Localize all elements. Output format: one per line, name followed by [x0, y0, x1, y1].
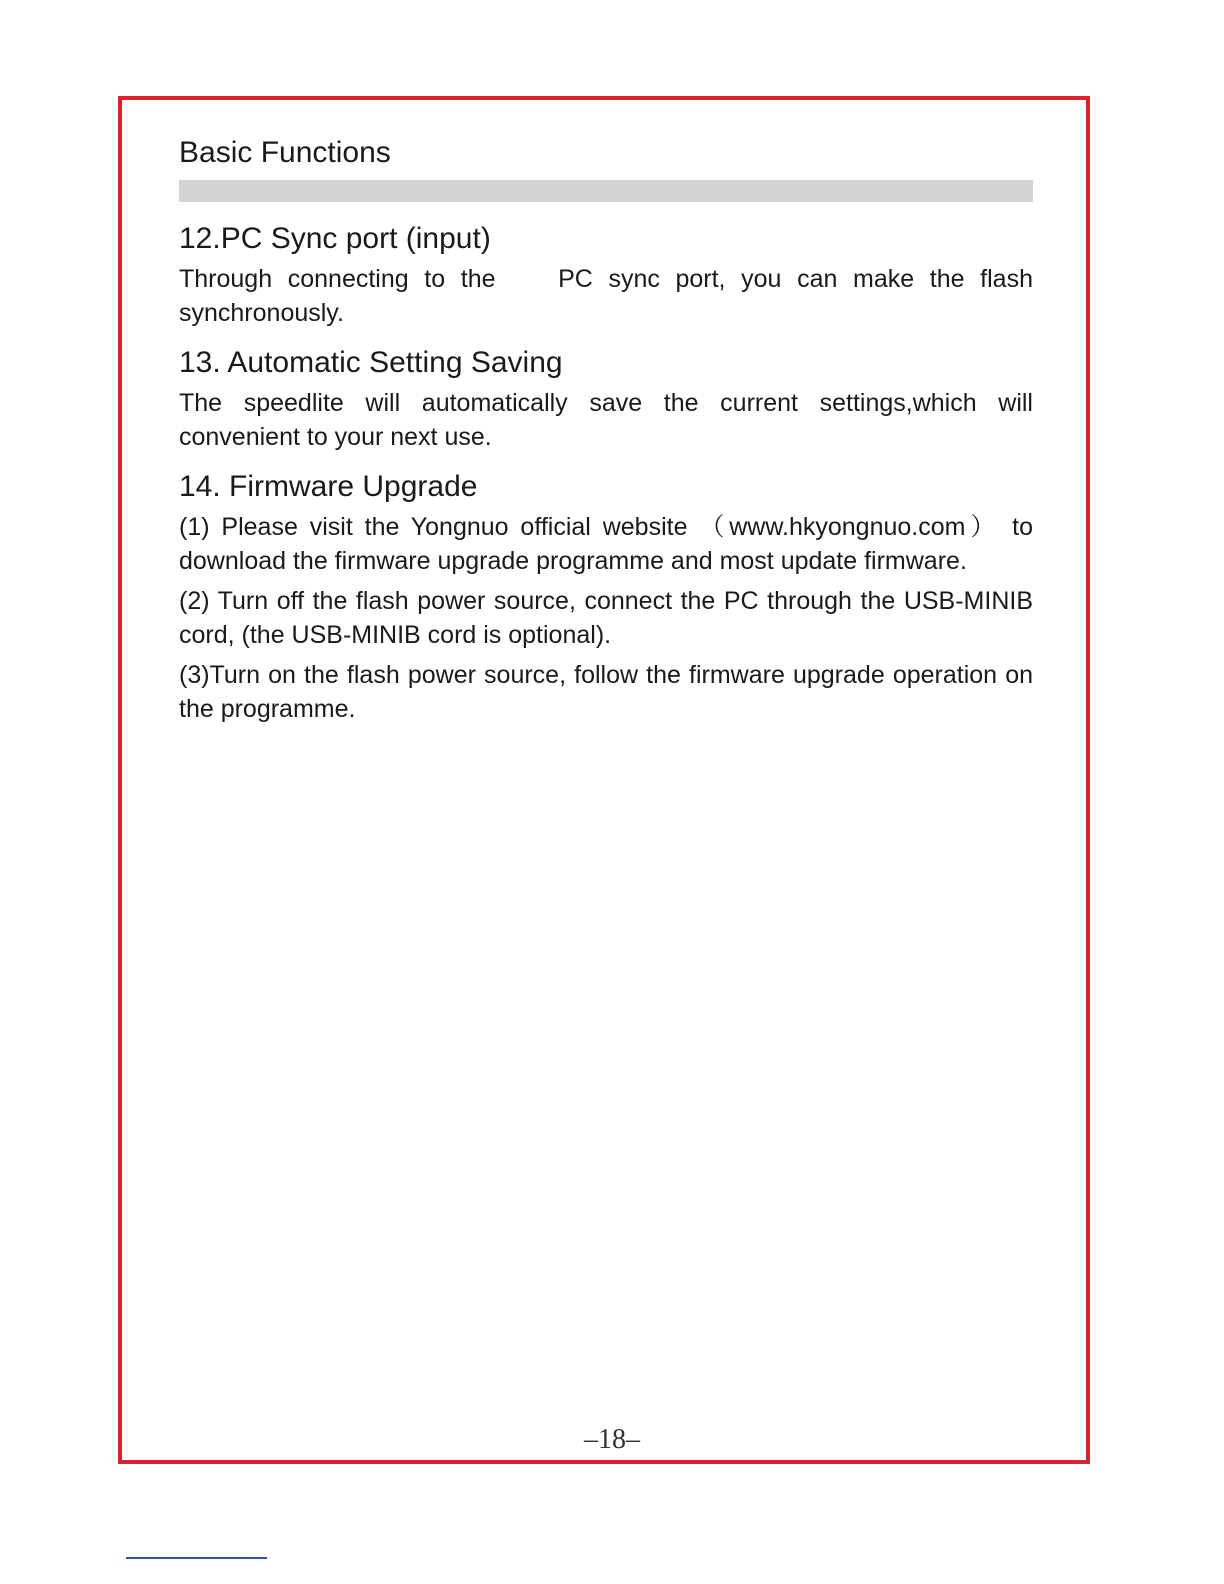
page-title: Basic Functions	[179, 136, 391, 169]
paragraph-firmware-step-3: (3)Turn on the flash power source, follow the firmware upgrade operation on the programme.	[179, 661, 1033, 723]
bottom-rule	[126, 1557, 267, 1559]
section-title-firmware: 14. Firmware Upgrade	[179, 470, 478, 503]
section-title-auto-saving: 13. Automatic Setting Saving	[179, 346, 563, 379]
header-bar	[179, 180, 1033, 202]
section-title-pc-sync: 12.PC Sync port (input)	[179, 222, 491, 255]
page-number: –18–	[584, 1424, 640, 1455]
paragraph-pc-sync: Through connecting to the PC sync port, you can make the flash synchronously.	[179, 265, 1040, 327]
paragraph-firmware-step-1: (1) Please visit the Yongnuo official website （www.hkyongnuo.com） to download the firmware upgrade programme and most update firmware.	[179, 513, 1033, 575]
paragraph-firmware-step-2: (2) Turn off the flash power source, connect the PC through the USB-MINIB cord, (the USB-MINIB cord is optional).	[179, 587, 1033, 649]
page-content	[179, 130, 1040, 732]
paragraph-auto-saving: The speedlite will automatically save the current settings,which will convenient to your next use.	[179, 389, 1033, 451]
